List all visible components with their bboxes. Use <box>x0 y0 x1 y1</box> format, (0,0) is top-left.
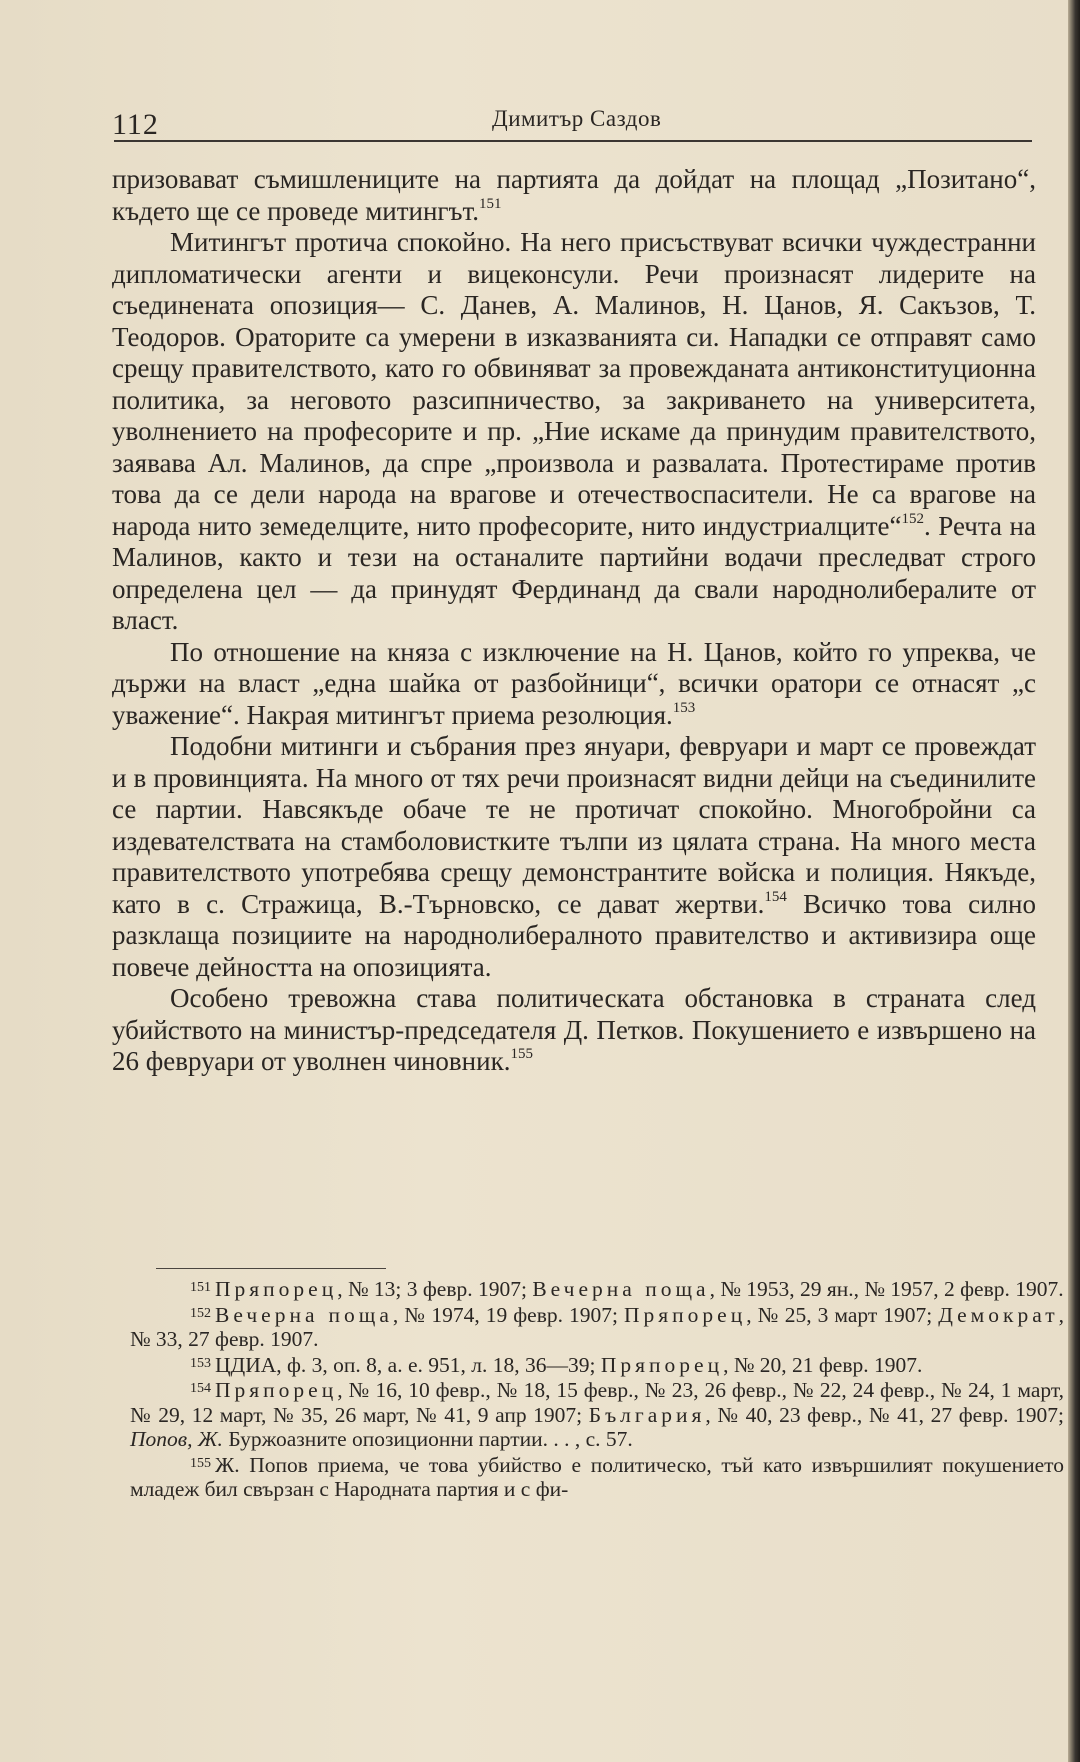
footnote-ref-155[interactable]: 155 <box>510 1046 533 1062</box>
footnote-text: , № 25, 3 март 1907; <box>746 1302 939 1327</box>
paragraph-1: призовават съмишлениците на партията да дойдат на площад „Позитано“, където ще се проведе митингът.$^{151}$ <box>112 164 1036 226</box>
footnote-text: Пряпорец <box>623 1302 747 1327</box>
paragraph-3: По отношение на княза с изключение на Н. Цанов, който го упреква, че държи на власт „една шайка от разбойници“, всички оратори се отнасят „с уважение“. Накрая митингът приема резолюция.$^{153}$ <box>112 636 1036 730</box>
footnote-152 <box>130 1302 1064 1352</box>
footnote-ref-153[interactable]: 153 <box>672 699 696 716</box>
footnote-ref-154[interactable]: 154 <box>764 888 787 905</box>
page-header <box>112 100 1032 144</box>
page-edge-shadow <box>1068 0 1080 1762</box>
footnote-text: България <box>588 1402 706 1427</box>
footnote-151 <box>130 1276 1064 1302</box>
paragraph-5: Особено тревожна става политическата обстановка в страната след убийството на министър-председателя Д. Петков. Покушението е извършено на 26 февруари от уволнен чиновник.$^{155}$ <box>112 983 1036 1076</box>
footnote-text: Демократ <box>938 1302 1059 1327</box>
header-rule <box>114 140 1032 142</box>
footnote-text: Пряпорец <box>215 1378 338 1402</box>
footnote-number: 154 <box>190 1381 211 1396</box>
footnote-text: Буржоазните опозиционни партии. . . , с. 57. <box>222 1427 633 1451</box>
footnote-number: 155 <box>190 1455 211 1471</box>
footnote-text: , № 33, 27 февр. 1907. <box>130 1302 1064 1351</box>
footnote-text: Ж. Попов приема, че това убийство е политическо, тъй като извършилият покушението младеж бил свързан с Народната партия и с фи- <box>130 1452 1064 1501</box>
footnote-154 <box>130 1377 1064 1452</box>
footnote-text: , № 1953, 29 ян., № 1957, 2 февр. 1907. <box>709 1277 1064 1301</box>
footnote-155 <box>130 1452 1064 1502</box>
footnote-ref-151[interactable]: 151 <box>479 195 502 212</box>
footnote-text: Попов, Ж. <box>130 1427 223 1451</box>
footnote-text: Вечерна поща <box>532 1277 710 1301</box>
footnote-text: , № 13; 3 февр. 1907; <box>337 1277 533 1301</box>
footnote-number: 152 <box>190 1305 211 1321</box>
footnote-rule <box>156 1268 386 1269</box>
running-title: Димитър Саздов <box>492 106 662 131</box>
footnote-text: Пряпорец <box>600 1352 724 1377</box>
footnote-text: , № 16, 10 февр., № 18, 15 февр., № 23, 26 февр., № 22, 24 февр., № 24, 1 март, № 29, 12 март, № 35, 26 март, № 41, 9 апр 1907; <box>130 1378 1064 1427</box>
footnote-153 <box>130 1352 1064 1378</box>
footnote-number: 153 <box>190 1355 211 1371</box>
footnote-text: , № 20, 21 февр. 1907. <box>723 1352 923 1377</box>
page-number: 112 <box>112 108 159 141</box>
paragraph-4: Подобни митинги и събрания през януари, февруари и март се провеждат и в провинцията. На много от тях речи произнасят видни дейци на съединилите се партии. Навсякъде обаче те не протичат спокойно. Многобройни са издевателствата на стамболовистките тълпи из цялата страна. На много места правителството употребява срещу демонстрантите войска и полиция. Някъде, като в с. Стражица, В.-Търновско, се дават жертви.$^{154}$ Всичко това силно разклаща позициите на народнолибералното правителство и активизира още повече дейността на опозицията. <box>112 731 1036 982</box>
footnote-number: 151 <box>190 1280 211 1295</box>
footnote-text: , № 1974, 19 февр. 1907; <box>392 1302 624 1327</box>
footnote-text: ЦДИА, ф. 3, оп. 8, а. е. 951, л. 18, 36—39; <box>215 1352 601 1377</box>
footnote-text: , № 40, 23 февр., № 41, 27 февр. 1907; <box>705 1402 1064 1427</box>
paragraph-2: Митингът протича спокойно. На него присъствуват всички чуждестранни дипломатически агенти и вицеконсули. Речи произнасят лидерите на съединената опозиция— С. Данев, А. Малинов, Н. Цанов, Я. Сакъзов, Т. Теодоров. Ораторите са умерени в изказванията си. Нападки се отправят само срещу правителството, като го обвиняват за провежданата антиконституционна политика, за неговото разсипничество, за закриването на университета, уволнението на професорите и пр. „Ние искаме да принудим правителството, заявава Ал. Малинов, да спре „произвола и развалата. Протестираме против това да се дели народа на врагове и отечествоспасители. Не са врагове на народа нито земеделците, нито професорите, нито индустриалците“$^{152}$. Речта на Малинов, както и тези на останалите партийни водачи преследват строго определена цел — да принудят Фердинанд да свали народнолибералите от власт. <box>112 227 1036 635</box>
footnote-text: Вечерна поща <box>215 1302 393 1327</box>
footnote-text: Пряпорец <box>215 1277 338 1301</box>
main-text <box>112 164 1036 1078</box>
footnotes <box>130 1276 1064 1502</box>
footnote-ref-152[interactable]: 152 <box>901 510 924 527</box>
